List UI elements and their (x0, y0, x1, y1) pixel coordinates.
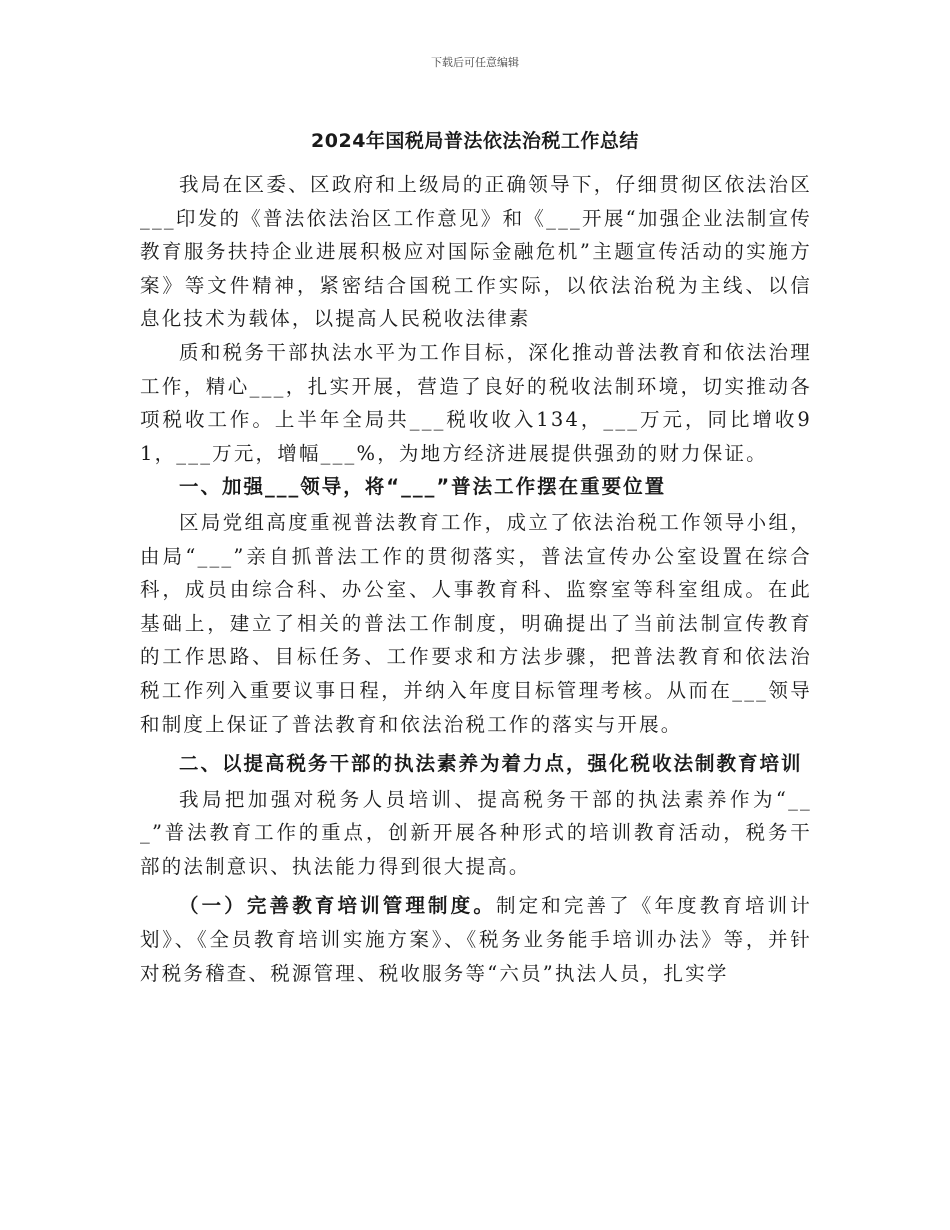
section-1-body: 区局党组高度重视普法教育工作，成立了依法治税工作领导小组，由局“___”亲自抓普法工作的贯彻落实，普法宣传办公室设置在综合科，成员由综合科、办公室、人事教育科、监察室等科室组成。在此基础上，建立了相关的普法工作制度，明确提出了当前法制宣传教育的工作思路、目标任务、工作要求和方法步骤，把普法教育和依法治税工作列入重要议事日程，并纳入年度目标管理考核。从而在___领导和制度上保证了普法教育和依法治税工作的落实与开展。 (140, 510, 812, 736)
section-1-heading: 一、加强___领导，将“___”普法工作摆在重要位置 (179, 475, 667, 499)
intro-paragraph-2: 质和税务干部执法水平为工作目标，深化推动普法教育和依法治理工作，精心___，扎实开展，营造了良好的税收法制环境，切实推动各项税收工作。上半年全局共___税收收入134，___万元，同比增收91，___万元，增幅___%，为地方经济进展提供强劲的财力保证。 (140, 340, 812, 465)
subsection-2-1-body: 制定和完善了《年度教育培训计划》、《全员教育培训实施方案》、《税务业务能手培训办法》等，并针对税务稽查、税源管理、税收服务等“六员”执法人员，扎实学 (140, 894, 812, 985)
section-2-heading: 二、以提高税务干部的执法素养为着力点，强化税收法制教育培训 (179, 752, 803, 776)
document-title: 2024年国税局普法依法治税工作总结 (311, 130, 639, 152)
subsection-2-1-lead: （一）完善教育培训管理制度。 (179, 894, 496, 918)
document-body (140, 168, 812, 990)
intro-paragraph-1: 我局在区委、区政府和上级局的正确领导下，仔细贯彻区依法治区___印发的《普法依法治区工作意见》和《___开展“加强企业法制宣传教育服务扶持企业进展积极应对国际金融危机”主题宣传活动的实施方案》等文件精神，紧密结合国税工作实际，以依法治税为主线、以信息化技术为载体，以提高人民税收法律素 (140, 173, 812, 331)
page-header-note: 下载后可任意编辑 (431, 56, 519, 69)
section-2-body: 我局把加强对税务人员培训、提高税务干部的执法素养作为“___”普法教育工作的重点，创新开展各种形式的培训教育活动，税务干部的法制意识、执法能力得到很大提高。 (140, 787, 812, 878)
subsection-2-1 (140, 889, 812, 990)
